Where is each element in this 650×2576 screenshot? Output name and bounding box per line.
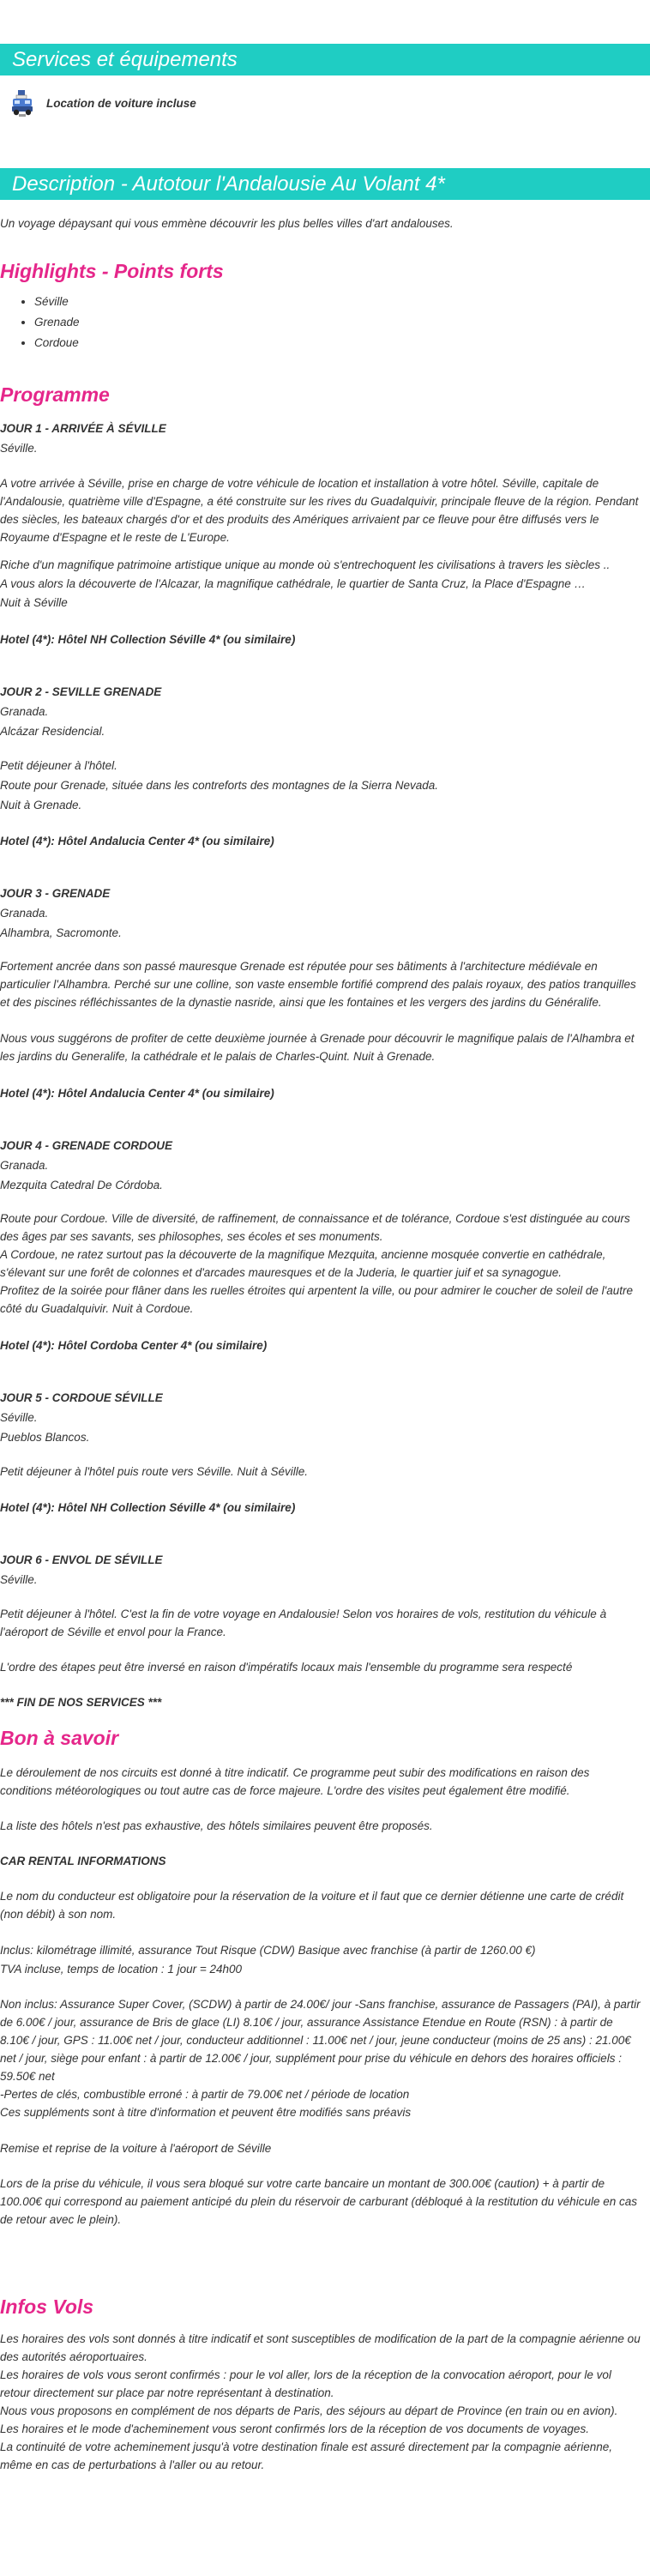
day5-title: JOUR 5 - CORDOUE SÉVILLE [0, 1391, 163, 1404]
day2-p3: Nuit à Grenade. [0, 799, 82, 811]
bon-p7: Lors de la prise du véhicule, il vous sera bloqué sur votre carte bancaire un montant de 300.00€ (caution) + à partir de 100.00€ qui correspond au paiement anticipé du plein du réservoir de carburant (débloqué à la restitution du véhicule en cas de retour avec le plein). [0, 2177, 637, 2226]
day3-hotel: Hotel (4*): Hôtel Andalucia Center 4* (ou similaire) [0, 1087, 274, 1100]
programme-end: *** FIN DE NOS SERVICES *** [0, 1696, 162, 1709]
day4-hotel: Hotel (4*): Hôtel Cordoba Center 4* (ou similaire) [0, 1339, 268, 1352]
bon-p4b: TVA incluse, temps de location : 1 jour = 24h00 [0, 1963, 243, 1976]
day2-place: Granada. [0, 705, 49, 718]
day4-p3: Profitez de la soirée pour flâner dans les ruelles étroites qui arpentent la ville, ou pour admirer le coucher de soleil de l'autre côté du Guadalquivir. Nuit à Cordoue. [0, 1284, 633, 1315]
day4-p1: Route pour Cordoue. Ville de diversité, de raffinement, de connaissance et de tolérance, Cordoue s'est distinguée au cours des âges par ses savants, ses philosophes, ses écoles et ses monuments. [0, 1212, 630, 1243]
bon-p1: Le déroulement de nos circuits est donné à titre indicatif. Ce programme peut subir des modifications en raison des conditions météorologiques ou tout autre cas de force majeure. L'ordre des visites peut également être modifié. [0, 1766, 590, 1797]
day2-p2: Route pour Grenade, située dans les contreforts des montagnes de la Sierra Nevada. [0, 779, 439, 792]
infos-vols-title: Infos Vols [0, 2295, 94, 2318]
highlights-title: Highlights - Points forts [0, 260, 224, 282]
vols-l4: Les horaires et le mode d'acheminement vous seront confirmés lors de la réception de vos documents de voyages. [0, 2422, 589, 2435]
description-banner: Description - Autotour l'Andalousie Au Volant 4* [0, 168, 650, 200]
day4-place: Granada. [0, 1159, 49, 1172]
day3-title: JOUR 3 - GRENADE [0, 887, 111, 900]
list-item: • Séville [34, 292, 80, 312]
bon-p5c: Ces suppléments sont à titre d'information et peuvent être modifiés sans préavis [0, 2106, 412, 2119]
day6-p1: Petit déjeuner à l'hôtel. C'est la fin de votre voyage en Andalousie! Selon vos horaires de vols, restitution du véhicule à l'aéroport de Séville et envol pour la France. [0, 1608, 607, 1638]
bon-p4a: Inclus: kilométrage illimité, assurance Tout Risque (CDW) Basique avec franchise (à partir de 1260.00 €) [0, 1944, 536, 1957]
day3-p1: Fortement ancrée dans son passé mauresque Grenade est réputée pour ses bâtiments à l'architecture médiévale en particulier l'Alhambra. Perché sur une colline, son vaste ensemble fortifié comprend des palais royaux, des patios tranquilles et des piscines réfléchissantes de la dynastie nasride, ainsi que les fontaines et les vergers des jardins du Généralife. [0, 960, 636, 1009]
day1-p2: Riche d'un magnifique patrimoine artistique unique au monde où s'entrechoquent les civilisations à travers les siècles .. [0, 558, 611, 571]
day1-place: Séville. [0, 442, 38, 455]
day2-p1: Petit déjeuner à l'hôtel. [0, 759, 117, 772]
day1-p3: A vous alors la découverte de l'Alcazar, la magnifique cathédrale, le quartier de Santa Cruz, la Place d'Espagne … [0, 577, 587, 590]
day3-p2: Nous vous suggérons de profiter de cette deuxième journée à Grenade pour découvrir le magnifique palais de l'Alhambra et les jardins du Generalife, la cathédrale et le palais de Charles-Quint. Nuit à Grenade. [0, 1032, 635, 1063]
vols-l2: Les horaires de vols vous seront confirmés : pour le vol aller, lors de la réception de la convocation aéroport, pour le vol retour directement sur place par notre représentant à destination. [0, 2368, 611, 2399]
list-item: • Grenade [34, 312, 80, 333]
day1-p4: Nuit à Séville [0, 596, 68, 609]
car-rental-title: CAR RENTAL INFORMATIONS [0, 1855, 166, 1867]
day4-p2: A Cordoue, ne ratez surtout pas la découverte de la magnifique Mezquita, ancienne mosquée convertie en cathédrale, s'élevant sur une forêt de colonnes et d'arcades mauresques et de la Juderia, le quartier juif et sa synagogue. [0, 1248, 606, 1279]
day5-p1: Petit déjeuner à l'hôtel puis route vers Séville. Nuit à Séville. [0, 1465, 309, 1478]
vols-l5: La continuité de votre acheminement jusqu'à votre destination finale est assuré directement par la compagnie aérienne, même en cas de perturbations à l'aller ou au retour. [0, 2440, 613, 2471]
day2-place2: Alcázar Residencial. [0, 725, 105, 738]
bon-p3: Le nom du conducteur est obligatoire pour la réservation de la voiture et il faut que ce dernier détienne une carte de crédit (non débit) à son nom. [0, 1890, 624, 1921]
vols-l3: Nous vous proposons en complément de nos départs de Paris, des séjours au départ de Province (en train ou en avion). [0, 2404, 618, 2417]
list-item: • Cordoue [34, 333, 80, 353]
car-rental-icon [10, 89, 34, 118]
programme-title: Programme [0, 383, 110, 406]
day1-title: JOUR 1 - ARRIVÉE À SÉVILLE [0, 422, 166, 435]
day3-place2: Alhambra, Sacromonte. [0, 926, 122, 939]
vols-l1: Les horaires des vols sont donnés à titre indicatif et sont susceptibles de modification de la part de la compagnie aérienne ou des autorités aéroportuaires. [0, 2332, 641, 2363]
day1-hotel: Hotel (4*): Hôtel NH Collection Séville 4* (ou similaire) [0, 633, 296, 646]
day5-hotel: Hotel (4*): Hôtel NH Collection Séville 4* (ou similaire) [0, 1501, 296, 1514]
bon-p5b: -Pertes de clés, combustible erroné : à partir de 79.00€ net / période de location [0, 2088, 410, 2101]
bon-p2: La liste des hôtels n'est pas exhaustive, des hôtels similaires peuvent être proposés. [0, 1819, 433, 1832]
day3-place: Granada. [0, 907, 49, 920]
day6-title: JOUR 6 - ENVOL DE SÉVILLE [0, 1553, 163, 1566]
description-intro: Un voyage dépaysant qui vous emmène découvrir les plus belles villes d'art andalouses. [0, 217, 454, 230]
day6-place: Séville. [0, 1573, 38, 1586]
day2-hotel: Hotel (4*): Hôtel Andalucia Center 4* (ou similaire) [0, 835, 274, 848]
day5-place2: Pueblos Blancos. [0, 1431, 90, 1444]
services-banner: Services et équipements [0, 44, 650, 75]
day4-title: JOUR 4 - GRENADE CORDOUE [0, 1139, 173, 1152]
bon-a-savoir-title: Bon à savoir [0, 1727, 119, 1749]
service-item: Location de voiture incluse [46, 97, 196, 110]
day2-title: JOUR 2 - SEVILLE GRENADE [0, 685, 162, 698]
bon-p5a: Non inclus: Assurance Super Cover, (SCDW) à partir de 24.00€/ jour -Sans franchise, assurance de Passagers (PAI), à partir de 6.00€ / jour, assurance de Bris de glace (LI) 8.10€ / jour, assurance Assistance Etendue en Route (RSN) : à partir de 8.10€ / jour, GPS : 11.00€ net / jour, conducteur additionnel : 11.00€ net / jour, jeune conducteur (moins de 25 ans) : 21.00€ net / jour, siège pour enfant : à partir de 12.00€ / jour, supplément pour prise du véhicule en dehors des horaires officiels : 59.50€ net [0, 1998, 641, 2083]
day4-place2: Mezquita Catedral De Córdoba. [0, 1179, 163, 1191]
day1-p1: A votre arrivée à Séville, prise en charge de votre véhicule de location et installation à votre hôtel. Séville, capitale de l'Andalousie, quatrième ville d'Espagne, a été construite sur les rives du Guadalquivir, principale fleuve de la région. Pendant des siècles, les bateaux chargés d'or et des produits des Amériques arrivaient par ce fleuve pour être diffusés vers le Royaume d'Espagne et le reste de L'Europe. [0, 477, 639, 544]
day5-place: Séville. [0, 1411, 38, 1424]
bon-p6: Remise et reprise de la voiture à l'aéroport de Séville [0, 2142, 272, 2155]
highlights-list [0, 292, 80, 353]
day6-p2: L'ordre des étapes peut être inversé en raison d'impératifs locaux mais l'ensemble du programme sera respecté [0, 1661, 573, 1674]
